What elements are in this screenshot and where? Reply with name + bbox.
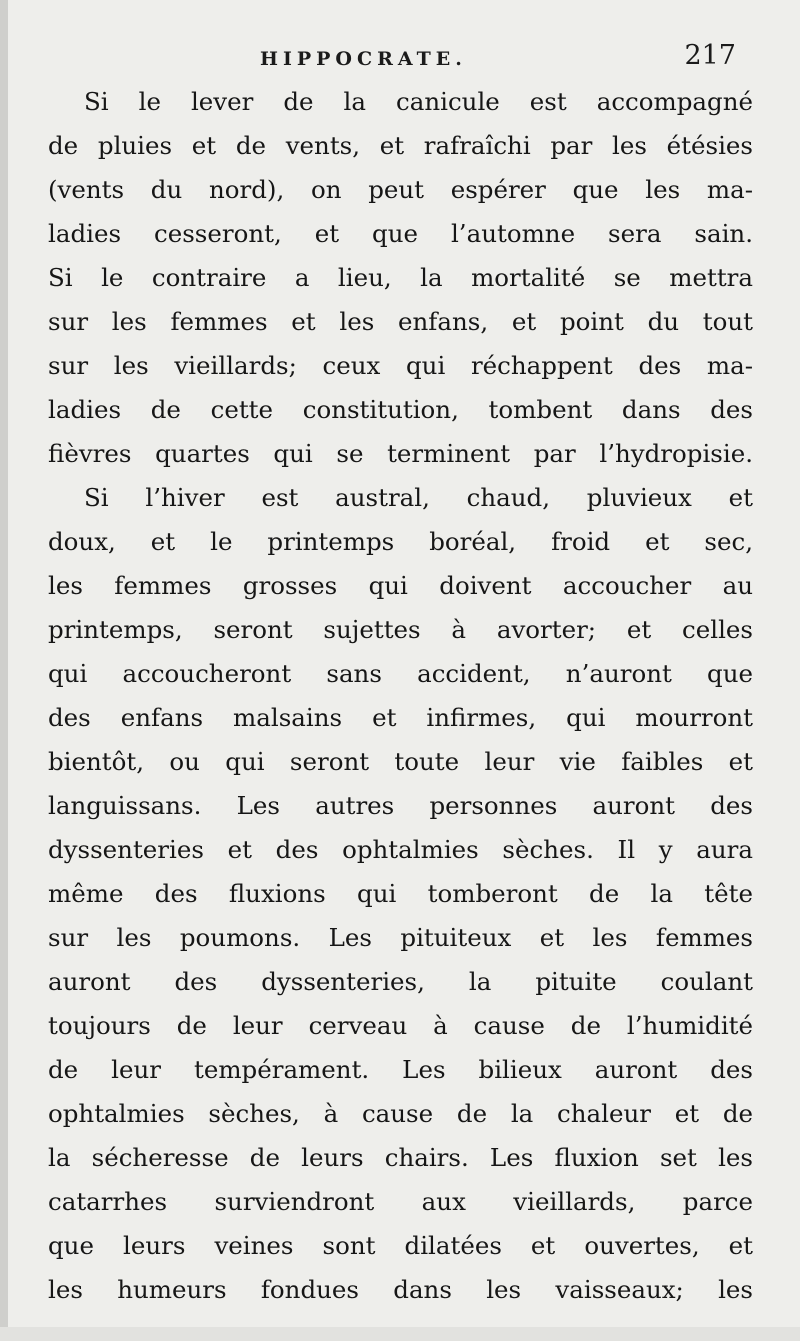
running-head: HIPPOCRATE. <box>260 48 467 70</box>
text-line: sur les poumons. Les pituiteux et les femmes <box>48 923 753 952</box>
text-line: sur les vieillards; ceux qui réchappent des ma- <box>48 351 753 380</box>
text-line: printemps, seront sujettes à avorter; et celles <box>48 615 753 644</box>
text-line: même des fluxions qui tomberont de la tête <box>48 879 753 908</box>
page-edge-bottom <box>0 1327 800 1341</box>
text-line: languissans. Les autres personnes auront des <box>48 791 753 820</box>
text-line: des enfans malsains et infirmes, qui mourront <box>48 703 753 732</box>
text-line: de pluies et de vents, et rafraîchi par les étésies <box>48 131 753 160</box>
page-edge-left <box>0 0 8 1341</box>
text-line: ophtalmies sèches, à cause de la chaleur et de <box>48 1099 753 1128</box>
text-line: la sécheresse de leurs chairs. Les fluxion set les <box>48 1143 753 1172</box>
text-line: Si le contraire a lieu, la mortalité se mettra <box>48 263 753 292</box>
text-line: bientôt, ou qui seront toute leur vie faibles et <box>48 747 753 776</box>
text-line: Si l’hiver est austral, chaud, pluvieux et <box>84 483 753 512</box>
text-line: dyssenteries et des ophtalmies sèches. Il y aura <box>48 835 753 864</box>
text-line: (vents du nord), on peut espérer que les ma- <box>48 175 753 204</box>
text-line: les humeurs fondues dans les vaisseaux; les <box>48 1275 753 1304</box>
text-line: qui accoucheront sans accident, n’auront que <box>48 659 753 688</box>
body-text <box>48 80 753 1312</box>
text-line: Si le lever de la canicule est accompagné <box>84 87 753 116</box>
text-line: auront des dyssenteries, la pituite coulant <box>48 967 753 996</box>
page-header <box>50 40 750 80</box>
text-line: toujours de leur cerveau à cause de l’humidité <box>48 1011 753 1040</box>
paragraph-2 <box>48 476 753 1312</box>
text-line: les femmes grosses qui doivent accoucher au <box>48 571 753 600</box>
paragraph-1 <box>48 80 753 476</box>
text-line: que leurs veines sont dilatées et ouvertes, et <box>48 1231 753 1260</box>
text-line: sur les femmes et les enfans, et point du tout <box>48 307 753 336</box>
text-line: doux, et le printemps boréal, froid et sec, <box>48 527 753 556</box>
text-line: catarrhes surviendront aux vieillards, parce <box>48 1187 753 1216</box>
text-line: fièvres quartes qui se terminent par l’hydropisie. <box>48 439 753 468</box>
text-line: de leur tempérament. Les bilieux auront des <box>48 1055 753 1084</box>
page-number: 217 <box>684 40 736 71</box>
text-line: ladies cesseront, et que l’automne sera sain. <box>48 219 753 248</box>
text-line: ladies de cette constitution, tombent dans des <box>48 395 753 424</box>
